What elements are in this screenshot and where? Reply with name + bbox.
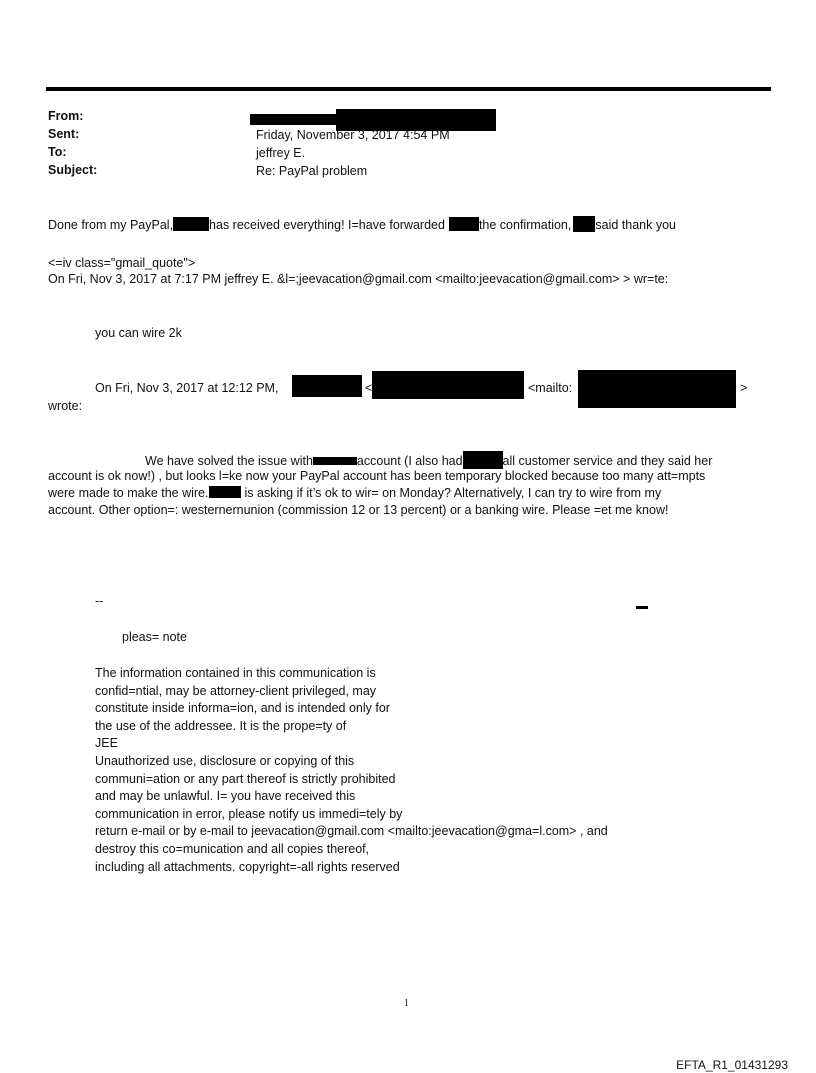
disclaimer-line: JEE bbox=[95, 736, 118, 751]
please-note: pleas= note bbox=[122, 630, 187, 644]
redaction bbox=[636, 606, 648, 609]
redaction bbox=[292, 375, 362, 397]
body-line-2d: account. Other option=: westernernunion (commission 12 or 13 percent) or a banking wire. Please =et me know! bbox=[48, 503, 669, 517]
from-label: From: bbox=[48, 109, 84, 123]
wrote-line: wrote: bbox=[48, 399, 83, 413]
redaction bbox=[209, 486, 241, 498]
page-number: 1 bbox=[404, 998, 409, 1009]
redaction bbox=[573, 216, 595, 232]
body-text: were made to make the wire. bbox=[48, 486, 209, 500]
disclaimer-line: Unauthorized use, disclosure or copying of this bbox=[95, 753, 355, 768]
disclaimer-line: communication in error, please notify us immedi=tely by bbox=[95, 806, 403, 821]
disclaimer-line: the use of the addressee. It is the prope=ty of bbox=[95, 718, 347, 733]
body-text: We have solved the issue with bbox=[145, 454, 313, 468]
sent-value: Friday, November 3, 2017 4:54 PM bbox=[256, 128, 450, 142]
body-line-1 bbox=[48, 216, 676, 233]
sent-label: Sent: bbox=[48, 127, 80, 141]
redaction bbox=[463, 451, 503, 469]
body-text: is asking if it’s ok to wir= on Monday? Alternatively, I can try to wire from my bbox=[244, 486, 662, 500]
redaction bbox=[449, 217, 479, 231]
to-value: jeffrey E. bbox=[256, 146, 306, 160]
quote-line: On Fri, Nov 3, 2017 at 7:17 PM jeffrey E. &l=;jeevacation@gmail.com <mailto:jeevacation@gmail.com> > wr=te: bbox=[48, 272, 669, 286]
body-line-2a bbox=[145, 451, 712, 469]
disclaimer-line: The information contained in this communication is bbox=[95, 666, 376, 680]
body-text: account (I also had bbox=[356, 454, 463, 468]
subject-value: Re: PayPal problem bbox=[256, 164, 368, 178]
body-line-2c bbox=[48, 485, 661, 501]
body-text: the confirmation, bbox=[478, 218, 572, 232]
header-rule bbox=[46, 87, 771, 91]
redaction bbox=[372, 371, 524, 399]
redaction bbox=[173, 217, 209, 231]
disclaimer bbox=[95, 665, 608, 876]
body-text: has received everything! I=have forwarded bbox=[209, 218, 445, 232]
body-text: said thank you bbox=[595, 218, 676, 232]
body-text: all customer service and they said her bbox=[502, 454, 713, 468]
gt-symbol: > bbox=[740, 381, 748, 395]
to-label: To: bbox=[48, 145, 67, 159]
on-fri-line: On Fri, Nov 3, 2017 at 12:12 PM, bbox=[95, 381, 279, 395]
disclaimer-line: destroy this co=munication and all copies thereof, bbox=[95, 841, 370, 856]
body-text: Done from my PayPal, bbox=[48, 218, 174, 232]
subject-label: Subject: bbox=[48, 163, 98, 177]
redaction-from-name bbox=[250, 114, 336, 125]
quote-div: <=iv class="gmail_quote"> bbox=[48, 256, 196, 270]
disclaimer-line: including all attachments. copyright=-all rights reserved bbox=[95, 859, 400, 874]
wire-line: you can wire 2k bbox=[95, 326, 182, 340]
disclaimer-line: return e-mail or by e-mail to jeevacation@gmail.com <mailto:jeevacation@gma=l.com> , and bbox=[95, 824, 608, 839]
bates-number: EFTA_R1_01431293 bbox=[676, 1058, 788, 1072]
redaction bbox=[578, 370, 736, 408]
disclaimer-line: communi=ation or any part thereof is strictly prohibited bbox=[95, 771, 396, 786]
disclaimer-line: and may be unlawful. I= you have received this bbox=[95, 789, 356, 804]
lt-symbol: < bbox=[365, 381, 373, 395]
disclaimer-line: confid=ntial, may be attorney-client privileged, may bbox=[95, 683, 377, 698]
signature-dashes: -- bbox=[95, 594, 104, 608]
disclaimer-line: constitute inside informa=ion, and is intended only for bbox=[95, 701, 390, 716]
mailto-prefix: <mailto: bbox=[528, 381, 573, 395]
body-line-2b: account is ok now!) , but looks l=ke now your PayPal account has been temporary blocked because too many att=mpts bbox=[48, 469, 706, 483]
redaction bbox=[313, 457, 357, 465]
